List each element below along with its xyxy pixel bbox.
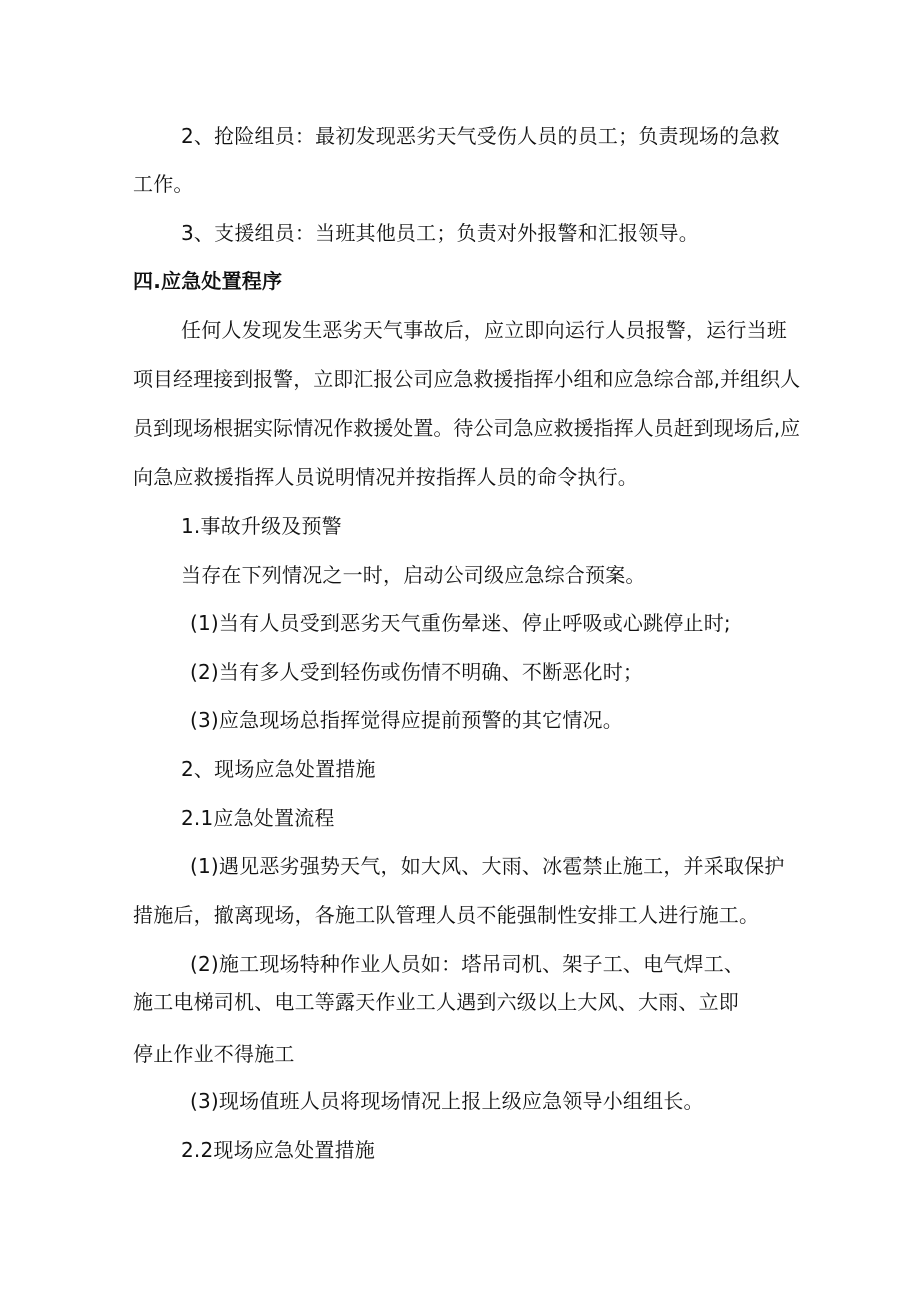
- list-item-flow-2: (2)施工现场特种作业人员如：塔吊司机、架子工、电气焊工、: [190, 952, 745, 976]
- list-item-condition-2: (2)当有多人受到轻伤或伤情不明确、不断恶化时；: [190, 660, 644, 684]
- list-item-flow-2-cont: 施工电梯司机、电工等露天作业工人遇到六级以上大风、大雨、立即: [133, 990, 739, 1014]
- paragraph-rescue-team: 2、抢险组员：最初发现恶劣天气受伤人员的员工；负责现场的急救: [181, 124, 780, 148]
- list-item-flow-2-cont: 停止作业不得施工: [133, 1042, 295, 1066]
- paragraph-procedure-cont: 项目经理接到报警，立即汇报公司应急救援指挥小组和应急综合部,并组织人: [133, 367, 801, 391]
- list-item-condition-3: (3)应急现场总指挥觉得应提前预警的其它情况。: [190, 708, 623, 732]
- paragraph-conditions: 当存在下列情况之一时，启动公司级应急综合预案。: [181, 563, 646, 587]
- list-item-flow-3: (3)现场值班人员将现场情况上报上级应急领导小组组长。: [190, 1089, 704, 1113]
- paragraph-procedure-cont: 员到现场根据实际情况作救援处置。待公司急应救援指挥人员赶到现场后,应: [133, 416, 801, 440]
- subheading-onsite-disposal-measures: 2.2现场应急处置措施: [181, 1138, 376, 1162]
- list-item-flow-1-cont: 措施后，撤离现场，各施工队管理人员不能强制性安排工人进行施工。: [133, 903, 760, 927]
- paragraph-procedure: 任何人发现发生恶劣天气事故后，应立即向运行人员报警，运行当班: [181, 318, 787, 342]
- paragraph-procedure-cont: 向急应救援指挥人员说明情况并按指挥人员的命令执行。: [133, 465, 638, 489]
- subheading-disposal-flow: 2.1应急处置流程: [181, 806, 335, 830]
- list-item-flow-1: (1)遇见恶劣强势天气，如大风、大雨、冰雹禁止施工，并采取保护: [190, 854, 785, 878]
- paragraph-rescue-team-cont: 工作。: [133, 172, 194, 196]
- list-item-condition-1: (1)当有人员受到恶劣天气重伤晕迷、停止呼吸或心跳停止时;: [190, 611, 731, 635]
- subheading-onsite-measures: 2、现场应急处置措施: [181, 757, 376, 781]
- paragraph-support-team: 3、支援组员：当班其他员工；负责对外报警和汇报领导。: [181, 221, 699, 245]
- subheading-escalation-warning: 1.事故升级及预警: [181, 514, 342, 538]
- section-heading-emergency-procedure: 四.应急处置程序: [133, 269, 283, 293]
